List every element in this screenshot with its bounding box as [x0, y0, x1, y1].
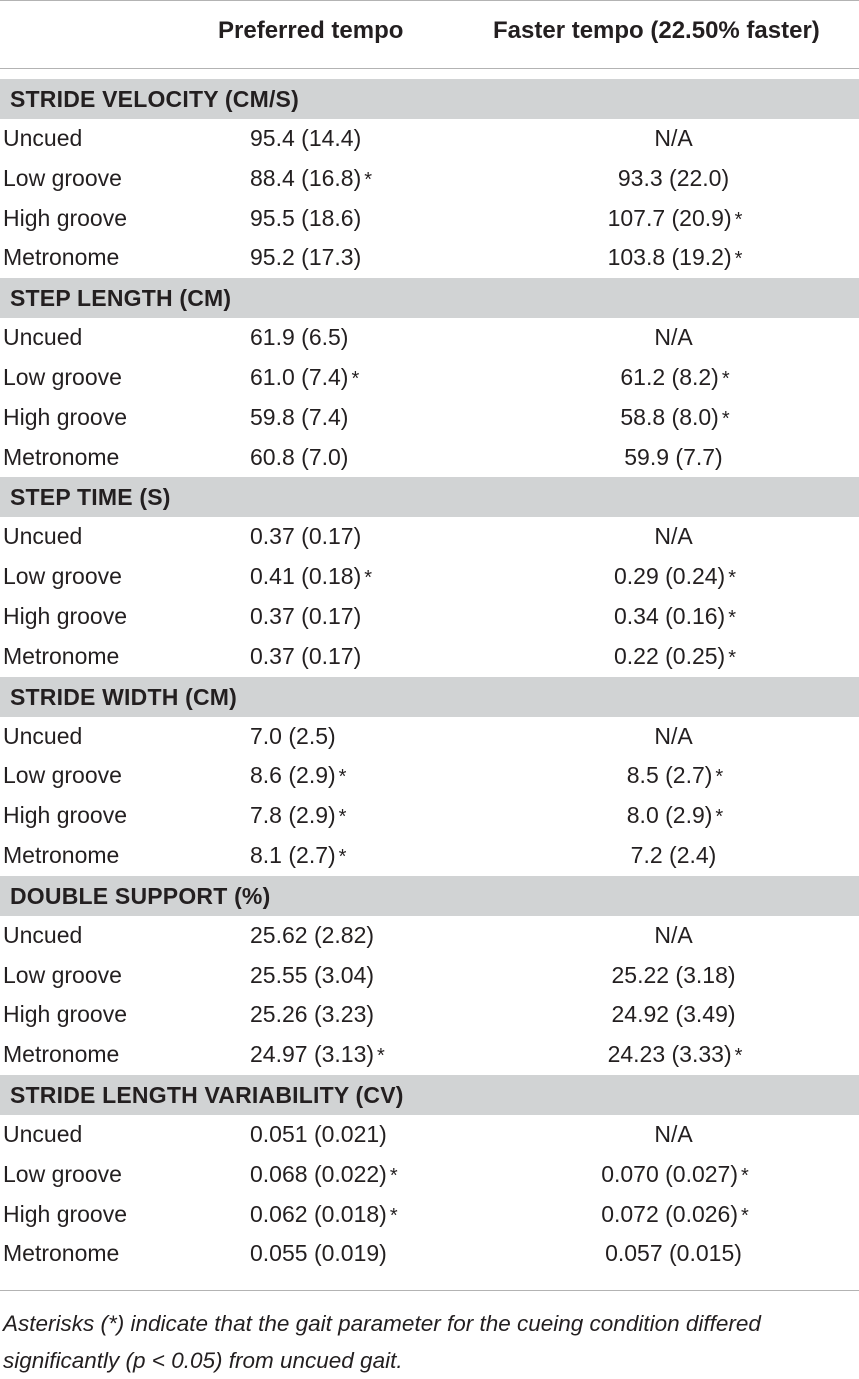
significance-marker: *	[338, 766, 347, 789]
faster-value-cell	[560, 159, 790, 201]
preferred-value-cell	[250, 1195, 398, 1237]
preferred-value: 8.6 (2.9)	[250, 762, 336, 789]
table-row	[0, 1035, 859, 1075]
preferred-value: 7.0 (2.5)	[250, 722, 336, 749]
bottom-rule	[0, 1290, 859, 1291]
significance-marker: *	[734, 1045, 743, 1068]
preferred-value: 59.8 (7.4)	[250, 403, 349, 430]
table-body	[0, 79, 859, 1274]
row-label: Uncued	[3, 125, 83, 151]
table-row	[0, 119, 859, 159]
preferred-value: 25.55 (3.04)	[250, 961, 375, 988]
preferred-value-cell	[250, 557, 372, 599]
row-label: High groove	[3, 403, 128, 430]
section-header: STEP LENGTH (CM)	[0, 278, 859, 318]
faster-value-cell	[560, 238, 790, 280]
preferred-value-cell	[250, 1035, 385, 1077]
preferred-value: 0.37 (0.17)	[250, 602, 362, 629]
preferred-value: 0.37 (0.17)	[250, 523, 362, 550]
faster-value: 24.92 (3.49)	[611, 1001, 736, 1028]
faster-value: N/A	[654, 125, 693, 151]
significance-marker: *	[728, 567, 737, 590]
significance-marker: *	[338, 806, 347, 829]
row-label: Uncued	[3, 324, 83, 351]
preferred-value: 25.26 (3.23)	[250, 1001, 375, 1028]
faster-value: N/A	[654, 523, 693, 550]
significance-marker: *	[734, 208, 743, 231]
significance-marker: *	[734, 248, 743, 271]
significance-marker: *	[721, 367, 730, 390]
significance-marker: *	[351, 367, 360, 390]
column-header-faster: Faster tempo (22.50% faster)	[493, 17, 820, 44]
table-row	[0, 517, 859, 557]
row-label: High groove	[3, 1200, 128, 1227]
faster-value: 8.5 (2.7)	[626, 762, 713, 789]
significance-marker: *	[728, 646, 737, 669]
preferred-value-cell	[250, 159, 372, 201]
faster-value-cell	[560, 119, 790, 161]
row-label: Metronome	[3, 1041, 120, 1068]
preferred-value-cell	[250, 199, 364, 241]
faster-value-cell	[560, 1035, 790, 1077]
faster-value: 7.2 (2.4)	[630, 841, 717, 868]
table-row	[0, 1234, 859, 1274]
significance-marker: *	[338, 845, 347, 868]
preferred-value: 8.1 (2.7)	[250, 841, 336, 868]
faster-value-cell	[560, 756, 790, 798]
faster-value: 0.34 (0.16)	[613, 602, 726, 629]
preferred-value: 0.051 (0.021)	[250, 1120, 387, 1147]
table-row	[0, 557, 859, 597]
row-label: Uncued	[3, 1120, 83, 1147]
preferred-value-cell	[250, 956, 377, 998]
significance-marker: *	[741, 1164, 749, 1187]
faster-value: N/A	[654, 722, 693, 749]
row-label: Metronome	[3, 1240, 120, 1267]
significance-marker: *	[741, 1204, 749, 1227]
row-label: Metronome	[3, 244, 120, 271]
faster-value: 25.22 (3.18)	[611, 961, 736, 988]
preferred-value-cell	[250, 1234, 390, 1276]
faster-value: 61.2 (8.2)	[620, 363, 719, 390]
faster-value-cell	[560, 557, 790, 599]
table-row	[0, 995, 859, 1035]
faster-value: 0.22 (0.25)	[613, 642, 726, 669]
preferred-value-cell	[250, 637, 364, 679]
preferred-value-cell	[250, 916, 377, 958]
preferred-value: 95.5 (18.6)	[250, 204, 362, 231]
significance-marker: *	[715, 766, 724, 789]
faster-value-cell	[560, 1195, 790, 1237]
preferred-value: 0.055 (0.019)	[250, 1240, 387, 1267]
row-label: Uncued	[3, 523, 83, 550]
faster-value-cell	[560, 796, 790, 838]
significance-marker: *	[389, 1164, 398, 1187]
preferred-value-cell	[250, 398, 351, 440]
faster-value-cell	[560, 1234, 790, 1276]
significance-marker: *	[364, 567, 373, 590]
faster-value-cell	[560, 517, 790, 559]
preferred-value: 0.41 (0.18)	[250, 563, 362, 590]
faster-value-cell	[560, 199, 790, 241]
preferred-value-cell	[250, 358, 359, 400]
table-row	[0, 1155, 859, 1195]
faster-value: 0.057 (0.015)	[605, 1240, 742, 1267]
table-row	[0, 438, 859, 478]
preferred-value-cell	[250, 995, 377, 1037]
table-row	[0, 159, 859, 199]
section-header: STEP TIME (S)	[0, 477, 859, 517]
section-header: DOUBLE SUPPORT (%)	[0, 876, 859, 916]
table-row	[0, 238, 859, 278]
table-row	[0, 358, 859, 398]
preferred-value: 24.97 (3.13)	[250, 1041, 375, 1068]
row-label: Low groove	[3, 363, 122, 390]
significance-marker: *	[377, 1045, 385, 1068]
faster-value-cell	[560, 438, 790, 480]
row-label: Low groove	[3, 762, 122, 789]
table-row	[0, 1115, 859, 1155]
row-label: High groove	[3, 802, 128, 829]
table-header	[0, 0, 859, 68]
faster-value: 107.7 (20.9)	[607, 204, 732, 231]
row-label: High groove	[3, 204, 128, 231]
table-row	[0, 956, 859, 996]
significance-marker: *	[728, 606, 737, 629]
preferred-value: 7.8 (2.9)	[250, 802, 336, 829]
preferred-value-cell	[250, 438, 351, 480]
row-label: Metronome	[3, 841, 120, 868]
row-label: Low groove	[3, 563, 122, 590]
preferred-value-cell	[250, 238, 364, 280]
column-header-preferred: Preferred tempo	[218, 17, 404, 44]
preferred-value-cell	[250, 717, 339, 759]
preferred-value: 61.9 (6.5)	[250, 324, 349, 351]
preferred-value: 95.2 (17.3)	[250, 244, 362, 271]
preferred-value-cell	[250, 756, 346, 798]
faster-value: 8.0 (2.9)	[626, 802, 713, 829]
table-row	[0, 398, 859, 438]
significance-marker: *	[721, 407, 730, 430]
table-row	[0, 199, 859, 239]
preferred-value: 95.4 (14.4)	[250, 125, 362, 151]
table-row	[0, 1195, 859, 1235]
row-label: Low groove	[3, 164, 122, 191]
preferred-value-cell	[250, 1115, 390, 1157]
preferred-value-cell	[250, 597, 364, 639]
faster-value: 58.8 (8.0)	[620, 403, 719, 430]
preferred-value-cell	[250, 517, 364, 559]
faster-value-cell	[560, 318, 790, 360]
faster-value-cell	[560, 1115, 790, 1157]
table-row	[0, 637, 859, 677]
table-row	[0, 597, 859, 637]
row-label: Uncued	[3, 722, 83, 749]
preferred-value-cell	[250, 836, 346, 878]
section-header: STRIDE VELOCITY (CM/S)	[0, 79, 859, 119]
preferred-value: 0.068 (0.022)	[250, 1160, 387, 1187]
faster-value-cell	[560, 916, 790, 958]
table-row	[0, 796, 859, 836]
preferred-value: 60.8 (7.0)	[250, 443, 349, 470]
row-label: Uncued	[3, 921, 83, 948]
faster-value: 103.8 (19.2)	[607, 244, 732, 271]
faster-value-cell	[560, 398, 790, 440]
row-label: Metronome	[3, 443, 120, 470]
faster-value: 24.23 (3.33)	[607, 1041, 732, 1068]
faster-value-cell	[560, 597, 790, 639]
significance-marker: *	[364, 168, 373, 191]
section-header: STRIDE WIDTH (CM)	[0, 677, 859, 717]
row-label: High groove	[3, 602, 128, 629]
section-header: STRIDE LENGTH VARIABILITY (CV)	[0, 1075, 859, 1115]
table-row	[0, 916, 859, 956]
faster-value: 93.3 (22.0)	[617, 164, 730, 191]
row-label: Low groove	[3, 961, 122, 988]
row-label: High groove	[3, 1001, 128, 1028]
faster-value: N/A	[654, 1120, 693, 1147]
table-row	[0, 756, 859, 796]
faster-value-cell	[560, 956, 790, 998]
faster-value: 0.072 (0.026)	[601, 1200, 739, 1227]
row-label: Metronome	[3, 642, 120, 669]
faster-value-cell	[560, 358, 790, 400]
header-rule	[0, 68, 859, 69]
faster-value-cell	[560, 836, 790, 878]
faster-value-cell	[560, 1155, 790, 1197]
faster-value: 0.070 (0.027)	[601, 1160, 739, 1187]
faster-value: 0.29 (0.24)	[613, 563, 726, 590]
preferred-value: 88.4 (16.8)	[250, 164, 362, 191]
faster-value: N/A	[654, 324, 693, 351]
table-footnote: Asterisks (*) indicate that the gait parameter for the cueing condition differed significantly (p < 0.05) from uncued gait.	[3, 1311, 761, 1373]
faster-value-cell	[560, 637, 790, 679]
preferred-value: 0.062 (0.018)	[250, 1200, 387, 1227]
faster-value-cell	[560, 717, 790, 759]
preferred-value-cell	[250, 119, 364, 161]
table-row	[0, 318, 859, 358]
preferred-value: 61.0 (7.4)	[250, 363, 349, 390]
faster-value-cell	[560, 995, 790, 1037]
preferred-value-cell	[250, 1155, 398, 1197]
table-row	[0, 717, 859, 757]
preferred-value-cell	[250, 318, 351, 360]
significance-marker: *	[715, 806, 724, 829]
row-label: Low groove	[3, 1160, 122, 1187]
preferred-value-cell	[250, 796, 346, 838]
preferred-value: 0.37 (0.17)	[250, 642, 362, 669]
faster-value: N/A	[654, 921, 693, 948]
table-row	[0, 836, 859, 876]
preferred-value: 25.62 (2.82)	[250, 921, 375, 948]
faster-value: 59.9 (7.7)	[624, 443, 723, 470]
significance-marker: *	[389, 1204, 398, 1227]
